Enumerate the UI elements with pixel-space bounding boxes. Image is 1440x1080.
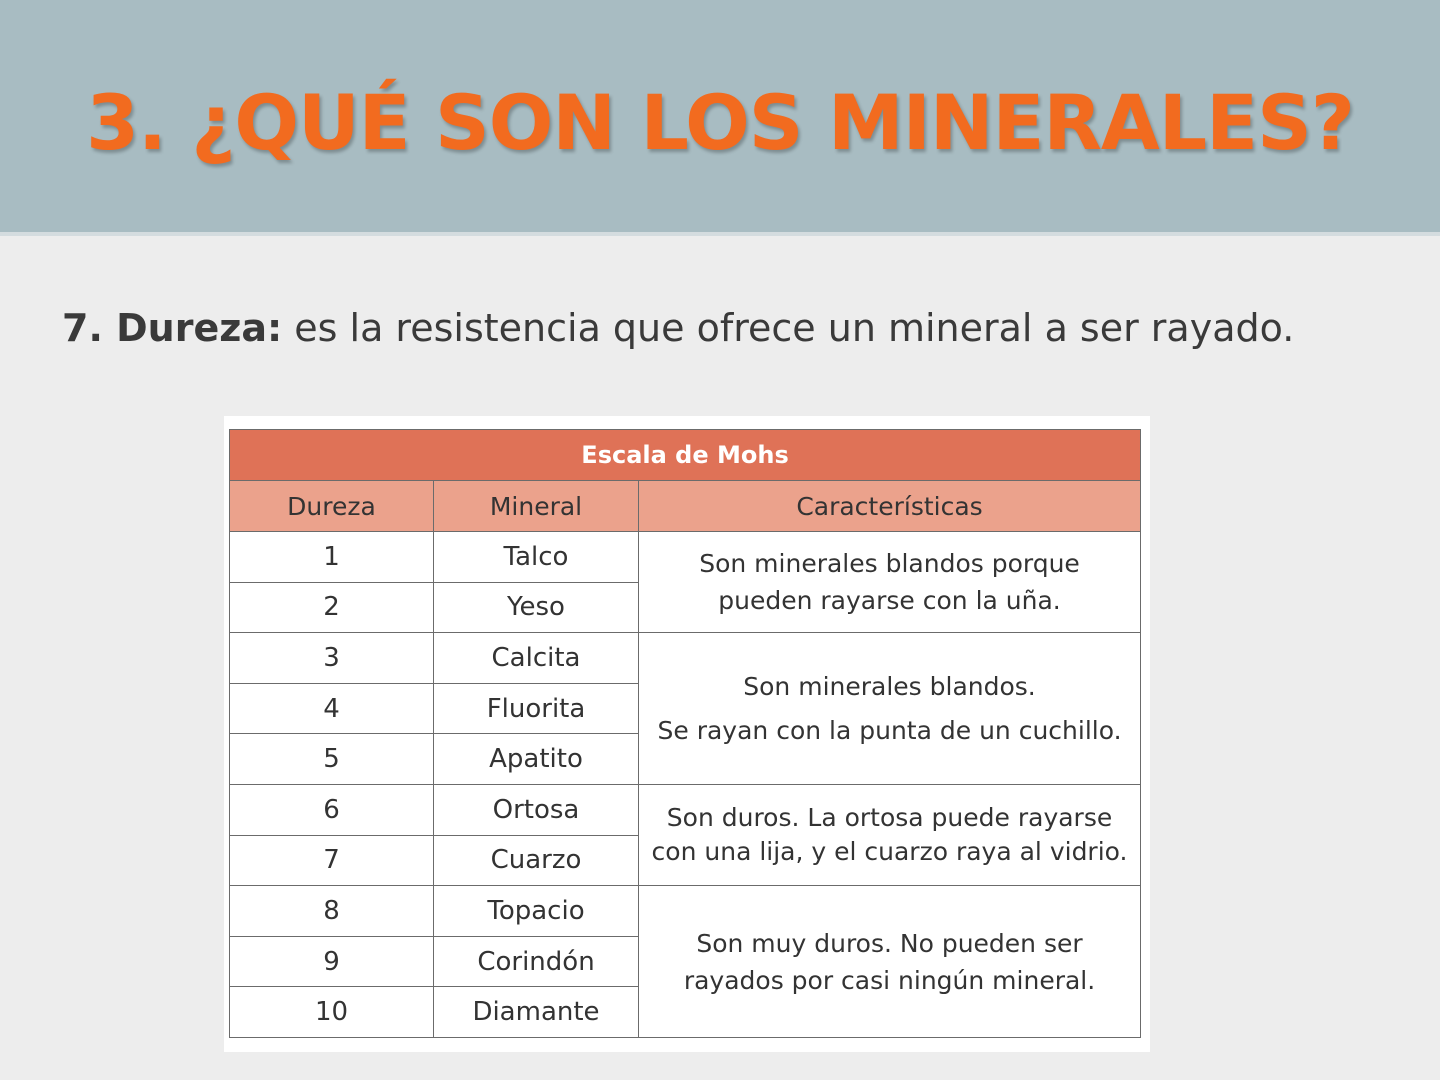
dureza-cell: 4 — [230, 683, 434, 734]
characteristics-cell — [639, 532, 1141, 633]
mineral-cell: Cuarzo — [434, 835, 639, 886]
dureza-cell: 8 — [230, 886, 434, 937]
mineral-cell: Corindón — [434, 936, 639, 987]
characteristics-line: Son duros. La ortosa puede rayarse — [666, 803, 1113, 833]
mohs-scale-table — [229, 429, 1141, 1038]
characteristics-line: pueden rayarse con la uña. — [718, 586, 1061, 616]
characteristics-cell — [639, 784, 1141, 885]
characteristics-line: Son minerales blandos. — [743, 671, 1036, 701]
characteristics-line: rayados por casi ningún mineral. — [683, 965, 1096, 995]
characteristics-line: Son muy duros. No pueden ser — [696, 928, 1083, 958]
table-row — [230, 886, 1141, 937]
dureza-cell: 10 — [230, 987, 434, 1038]
mohs-table-card — [224, 416, 1150, 1052]
mineral-cell: Talco — [434, 532, 639, 583]
mineral-cell: Calcita — [434, 633, 639, 684]
slide-subtitle — [62, 306, 1392, 350]
dureza-cell: 6 — [230, 784, 434, 835]
mineral-cell: Apatito — [434, 734, 639, 785]
header-band — [0, 0, 1440, 236]
dureza-cell: 9 — [230, 936, 434, 987]
mineral-cell: Yeso — [434, 582, 639, 633]
subtitle-definition: es la resistencia que ofrece un mineral a ser rayado. — [282, 306, 1295, 350]
dureza-cell: 7 — [230, 835, 434, 886]
table-caption: Escala de Mohs — [230, 430, 1141, 481]
characteristics-cell — [639, 886, 1141, 1038]
subtitle-term: 7. Dureza: — [62, 306, 283, 350]
table-row — [230, 784, 1141, 835]
dureza-cell: 1 — [230, 532, 434, 583]
mineral-cell: Fluorita — [434, 683, 639, 734]
mineral-cell: Ortosa — [434, 784, 639, 835]
characteristics-line: Son minerales blandos porque — [699, 549, 1080, 579]
characteristics-line: con una lija, y el cuarzo raya al vidrio. — [651, 837, 1128, 867]
table-row — [230, 532, 1141, 583]
table-row — [230, 633, 1141, 684]
column-header-mineral: Mineral — [434, 481, 639, 532]
dureza-cell: 3 — [230, 633, 434, 684]
dureza-cell: 5 — [230, 734, 434, 785]
column-header-caracteristicas: Características — [639, 481, 1141, 532]
characteristics-line: Se rayan con la punta de un cuchillo. — [657, 715, 1122, 745]
slide-title: 3. ¿QUÉ SON LOS MINERALES? — [86, 78, 1354, 167]
column-header-dureza: Dureza — [230, 481, 434, 532]
characteristics-cell — [639, 633, 1141, 785]
mineral-cell: Topacio — [434, 886, 639, 937]
dureza-cell: 2 — [230, 582, 434, 633]
mineral-cell: Diamante — [434, 987, 639, 1038]
